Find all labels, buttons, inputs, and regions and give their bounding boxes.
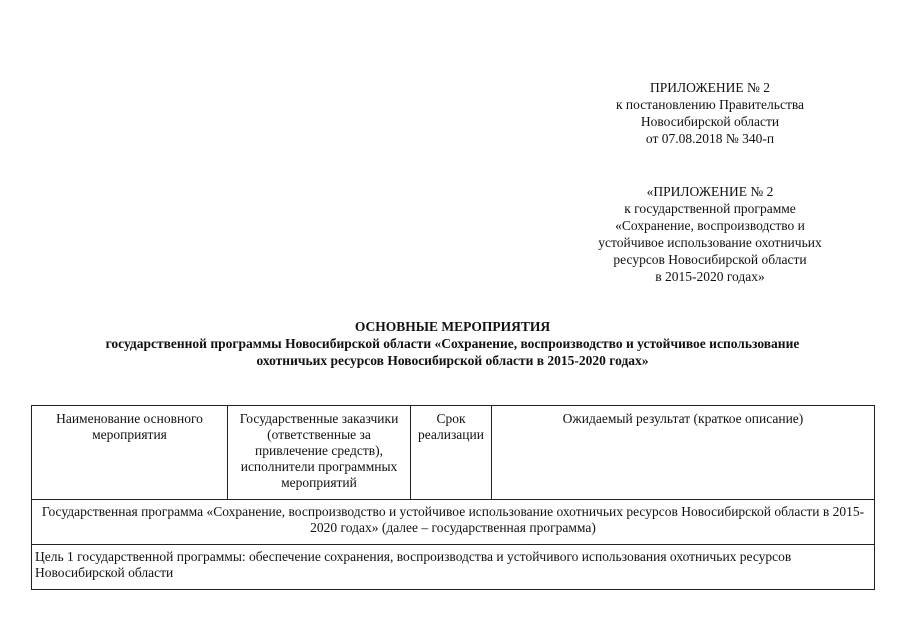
program-appendix-line: в 2015-2020 годах» bbox=[655, 269, 765, 284]
program-appendix-header bbox=[560, 183, 860, 285]
program-row-cell: Государственная программа «Сохранение, воспроизводство и устойчивое использование охотничьих ресурсов Новосибирской области в 2015-2020 годах» (далее – государственная программа) bbox=[32, 500, 875, 545]
appendix-header-line: ПРИЛОЖЕНИЕ № 2 bbox=[649, 80, 771, 95]
appendix-header-line: Новосибирской области bbox=[640, 114, 780, 129]
program-appendix-line: «ПРИЛОЖЕНИЕ № 2 bbox=[646, 184, 774, 199]
header-cell-measure-name: Наименование основного мероприятия bbox=[32, 406, 228, 500]
appendix-header bbox=[560, 79, 860, 147]
program-appendix-line: к государственной программе bbox=[624, 201, 796, 216]
appendix-header-line: к постановлению Правительства bbox=[615, 97, 805, 112]
appendix-header-line: от 07.08.2018 № 340-п bbox=[645, 131, 775, 146]
program-appendix-line: ресурсов Новосибирской области bbox=[613, 252, 807, 267]
header-cell-expected-result: Ожидаемый результат (краткое описание) bbox=[492, 406, 875, 500]
header-cell-deadline: Срок реализации bbox=[411, 406, 492, 500]
table-row bbox=[32, 500, 875, 545]
title-heading: ОСНОВНЫЕ МЕРОПРИЯТИЯ bbox=[354, 319, 551, 334]
program-appendix-line: «Сохранение, воспроизводство и bbox=[615, 218, 805, 233]
program-appendix-line: устойчивое использование охотничьих bbox=[598, 235, 822, 250]
measures-table bbox=[31, 405, 875, 590]
title-subheading: охотничьих ресурсов Новосибирской области в 2015-2020 годах» bbox=[256, 353, 649, 368]
header-cell-customers: Государственные заказчики (ответственные за привлечение средств), исполнители программных мероприятий bbox=[228, 406, 411, 500]
table-header-row bbox=[32, 406, 875, 500]
table-row bbox=[32, 545, 875, 590]
document-title bbox=[0, 318, 905, 369]
goal-row-cell: Цель 1 государственной программы: обеспечение сохранения, воспроизводства и устойчивого использования охотничьих ресурсов Новосибирской области bbox=[32, 545, 875, 590]
title-subheading: государственной программы Новосибирской области «Сохранение, воспроизводство и устойчивое использование bbox=[105, 336, 800, 351]
